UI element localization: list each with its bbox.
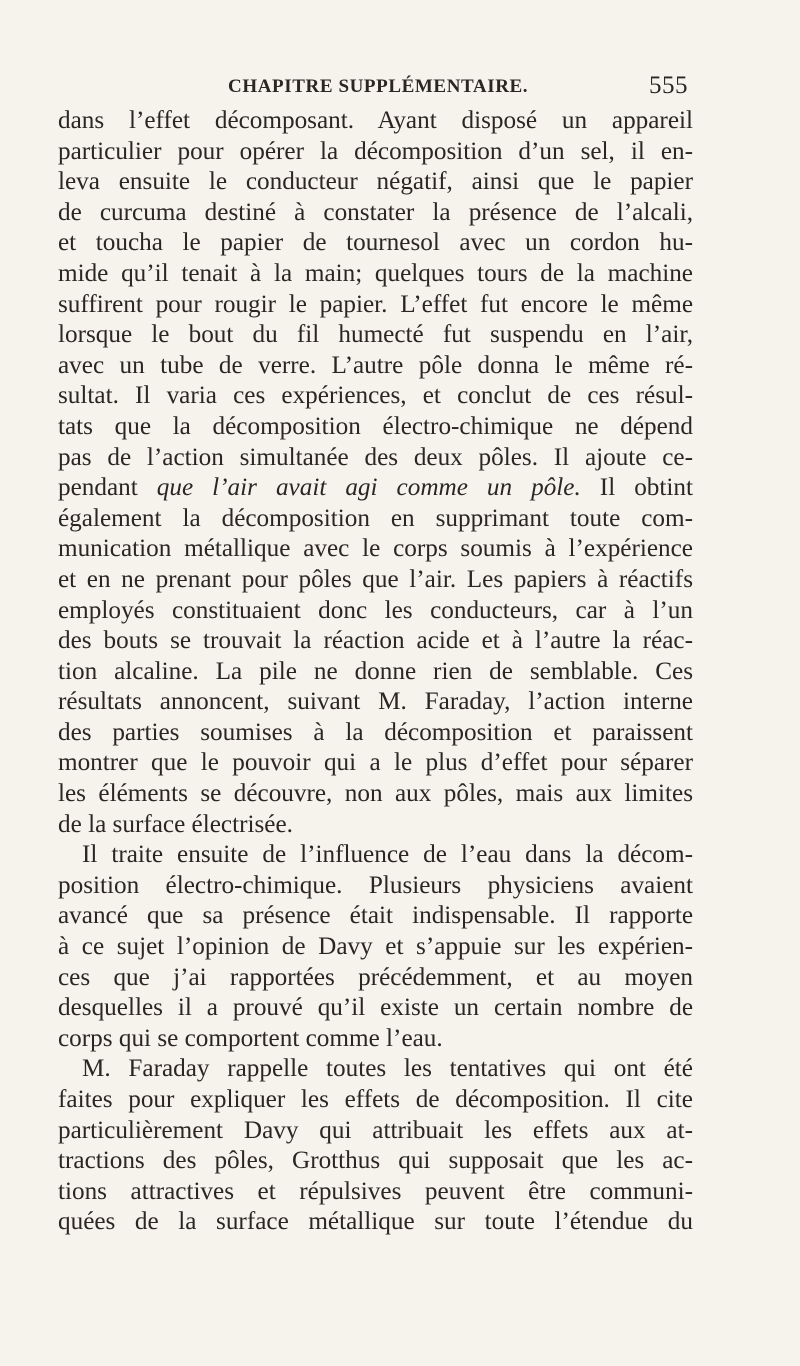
text-line: quées de la surface métallique sur toute l’étendue du [58, 1208, 693, 1236]
text-line: pas de l’action simultanée des deux pôles. Il ajoute ce- [58, 443, 693, 471]
page-number: 555 [649, 72, 688, 99]
text-line: particulier pour opérer la décomposition d’un sel, il en- [58, 137, 693, 165]
text-line: sultat. Il varia ces expériences, et conclut de ces résul- [58, 382, 693, 410]
text-line: M. Faraday rappelle toutes les tentatives qui ont été [82, 1055, 693, 1083]
text-line: avancé que sa présence était indispensable. Il rapporte [58, 902, 693, 930]
text-line: des parties soumises à la décomposition et paraissent [58, 718, 693, 746]
text-line: de la surface électrisée. [58, 810, 293, 838]
page-header [228, 72, 688, 102]
text-line: suffirent pour rougir le papier. L’effet fut encore le même [58, 290, 693, 318]
running-head: CHAPITRE SUPPLÉMENTAIRE. [228, 76, 529, 97]
body-text [58, 106, 693, 1238]
text-line: Il traite ensuite de l’influence de l’eau dans la décom- [82, 841, 693, 869]
text-line: avec un tube de verre. L’autre pôle donna le même ré- [58, 351, 693, 379]
text-line: et en ne prenant pour pôles que l’air. Les papiers à réactifs [58, 565, 693, 593]
text-line: à ce sujet l’opinion de Davy et s’appuie sur les expérien- [58, 933, 693, 961]
text-line: également la décomposition en supprimant toute com- [58, 504, 693, 532]
text-line: lorsque le bout du fil humecté fut suspendu en l’air, [58, 321, 693, 349]
text-line: tractions des pôles, Grotthus qui supposait que les ac- [58, 1147, 693, 1175]
text-line: montrer que le pouvoir qui a le plus d’effet pour séparer [58, 749, 693, 777]
italic-quote: que l’air avait agi comme un pôle. [156, 474, 581, 502]
text-line-mixed [58, 473, 693, 504]
text-line: employés constituaient donc les conducteurs, car à l’un [58, 596, 693, 624]
text-line: de curcuma destiné à constater la présence de l’alcali, [58, 198, 693, 226]
text-line: tions attractives et répulsives peuvent être communi- [58, 1177, 693, 1205]
text-line: dans l’effet décomposant. Ayant disposé un appareil [58, 107, 693, 134]
text-line: tion alcaline. La pile ne donne rien de semblable. Ces [58, 657, 693, 685]
text-line: position électro-chimique. Plusieurs physiciens avaient [58, 871, 693, 899]
text-line: mide qu’il tenait à la main; quelques tours de la machine [58, 259, 693, 287]
text-line: résultats annoncent, suivant M. Faraday, l’action interne [58, 688, 693, 716]
text-line: des bouts se trouvait la réaction acide et à l’autre la réac- [58, 627, 693, 655]
text-line: particulièrement Davy qui attribuait les effets aux at- [58, 1116, 693, 1144]
text-line: ces que j’ai rapportées précédemment, et au moyen [58, 963, 693, 991]
text-segment: Il obtint [580, 474, 693, 502]
text-line: desquelles il a prouvé qu’il existe un certain nombre de [58, 994, 693, 1022]
text-line: et toucha le papier de tournesol avec un cordon hu- [58, 229, 693, 257]
text-line: tats que la décomposition électro-chimique ne dépend [58, 412, 693, 440]
text-line: les éléments se découvre, non aux pôles, mais aux limites [58, 780, 693, 808]
text-line: munication métallique avec le corps soumis à l’expérience [58, 535, 693, 563]
text-line: corps qui se comportent comme l’eau. [58, 1024, 443, 1052]
text-line: leva ensuite le conducteur négatif, ainsi que le papier [58, 168, 693, 196]
text-line: faites pour expliquer les effets de décomposition. Il cite [58, 1086, 693, 1113]
text-segment: pendant [58, 474, 157, 502]
